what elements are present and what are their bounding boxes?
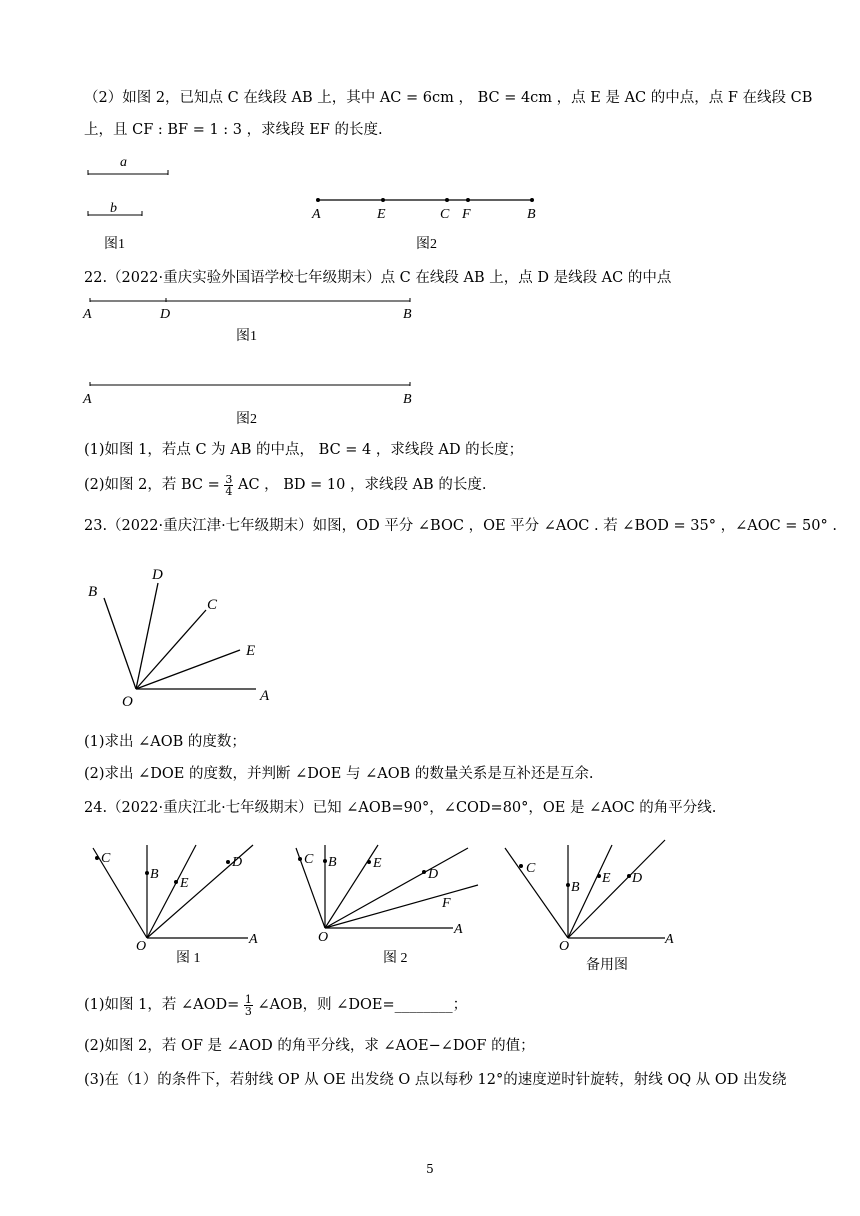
q24-fig3-label-d: D bbox=[632, 871, 643, 886]
q21-fig1-label-a: a bbox=[120, 155, 127, 170]
q24-fig1-caption: 图 1 bbox=[176, 951, 201, 966]
q22-fig2-label-b: B bbox=[403, 392, 412, 407]
q23-label-o: O bbox=[122, 694, 133, 710]
q24-fig2-label-o: O bbox=[318, 930, 329, 945]
page-number: 5 bbox=[426, 1162, 434, 1176]
q24-stem: 24.（2022·重庆江北·七年级期末）已知 ∠AOB=90°，∠COD=80°，OE 是 ∠AOC 的角平分线. bbox=[84, 800, 717, 816]
q24-fig2-label-e: E bbox=[373, 856, 382, 871]
q24-fig3-label-e: E bbox=[602, 871, 611, 886]
q24-fig1-label-d: D bbox=[232, 855, 243, 870]
q24-fig2-label-c: C bbox=[304, 852, 314, 867]
q24-fig3-label-c: C bbox=[526, 861, 536, 876]
q24-part3: (3)在（1）的条件下，若射线 OP 从 OE 出发绕 O 点以每秒 12°的速度逆时针旋转，射线 OQ 从 OD 出发绕 bbox=[84, 1072, 787, 1088]
q24-fig3-caption: 备用图 bbox=[586, 958, 628, 973]
q24-part1-fraction-den: 3 bbox=[244, 1004, 252, 1018]
q21-fig1-label-b: b bbox=[110, 201, 117, 216]
q23-label-b: B bbox=[88, 584, 98, 600]
q23-label-d: D bbox=[152, 567, 163, 583]
q22-part1: (1)如图 1，若点 C 为 AB 的中点， BC = 4 ，求线段 AD 的长度； bbox=[84, 442, 524, 458]
q24-part1-post: ∠AOB，则 ∠DOE=________； bbox=[257, 997, 468, 1013]
q24-fig2-label-d: D bbox=[428, 867, 439, 882]
q24-fig3-label-a: A bbox=[665, 932, 674, 947]
q24-part1 bbox=[84, 992, 467, 1018]
q24-part1-pre: (1)如图 1，若 ∠AOD= bbox=[84, 997, 240, 1013]
q24-fig2-caption: 图 2 bbox=[383, 951, 408, 966]
q23-stem: 23.（2022·重庆江津·七年级期末）如图，OD 平分 ∠BOC ，OE 平分 ∠AOC . 若 ∠BOD = 35° ，∠AOC = 50° . bbox=[84, 518, 837, 534]
q23-label-c: C bbox=[207, 597, 218, 613]
q21-fig2-label-c: C bbox=[440, 207, 450, 222]
q22-fig1-label-a: A bbox=[83, 307, 92, 322]
q21-fig2-label-e: E bbox=[377, 207, 386, 222]
q24-fig3-label-b: B bbox=[571, 880, 580, 895]
q23-label-a: A bbox=[260, 688, 270, 704]
q24-fig1-label-a: A bbox=[249, 932, 258, 947]
q23-label-e: E bbox=[246, 643, 256, 659]
q21-fig2-label-a: A bbox=[312, 207, 321, 222]
q21-fig1-caption: 图1 bbox=[104, 237, 125, 252]
q23-part2: (2)求出 ∠DOE 的度数，并判断 ∠DOE 与 ∠AOB 的数量关系是互补还是互余. bbox=[84, 766, 594, 782]
q22-fig1-label-d: D bbox=[160, 307, 171, 322]
q21-fig2-label-f: F bbox=[462, 207, 471, 222]
q22-fig2-label-a: A bbox=[83, 392, 92, 407]
q21-fig2-label-b: B bbox=[527, 207, 536, 222]
q24-fig3-label-o: O bbox=[559, 939, 570, 954]
q21-part2-line2: 上，且 CF : BF = 1 : 3 ，求线段 EF 的长度. bbox=[84, 122, 383, 138]
q24-fig2-label-f: F bbox=[442, 896, 451, 911]
q22-fig2-caption: 图2 bbox=[236, 412, 257, 427]
q24-fig1-label-c: C bbox=[101, 851, 111, 866]
q24-fig2-label-a: A bbox=[454, 922, 463, 937]
q24-part2: (2)如图 2，若 OF 是 ∠AOD 的角平分线，求 ∠AOE−∠DOF 的值； bbox=[84, 1038, 535, 1054]
q22-part2-post: AC ， BD = 10 ，求线段 AB 的长度. bbox=[237, 477, 487, 493]
q22-part2-fraction-den: 4 bbox=[225, 484, 233, 498]
q21-part2-line1: （2）如图 2，已知点 C 在线段 AB 上，其中 AC = 6cm ， BC = 4cm ，点 E 是 AC 的中点，点 F 在线段 CB bbox=[84, 90, 813, 106]
q24-fig3 bbox=[505, 840, 665, 938]
q22-part2-fraction-num: 3 bbox=[225, 472, 233, 486]
q22-fig1-label-b: B bbox=[403, 307, 412, 322]
q22-part2-pre: (2)如图 2，若 BC = bbox=[84, 477, 220, 493]
q24-part1-fraction-num: 1 bbox=[244, 992, 252, 1006]
q23-part1: (1)求出 ∠AOB 的度数； bbox=[84, 734, 246, 750]
q24-fig2 bbox=[296, 845, 478, 928]
q24-part1-fraction bbox=[244, 994, 253, 1017]
q24-fig1-label-b: B bbox=[150, 867, 159, 882]
q24-fig2-label-b: B bbox=[328, 855, 337, 870]
q22-fig1-caption: 图1 bbox=[236, 329, 257, 344]
q24-fig1 bbox=[93, 845, 253, 938]
q24-fig1-label-o: O bbox=[136, 939, 147, 954]
q24-fig1-label-e: E bbox=[180, 876, 189, 891]
q22-stem: 22.（2022·重庆实验外国语学校七年级期末）点 C 在线段 AB 上，点 D 是线段 AC 的中点 bbox=[84, 270, 672, 286]
q21-fig2-caption: 图2 bbox=[416, 237, 437, 252]
